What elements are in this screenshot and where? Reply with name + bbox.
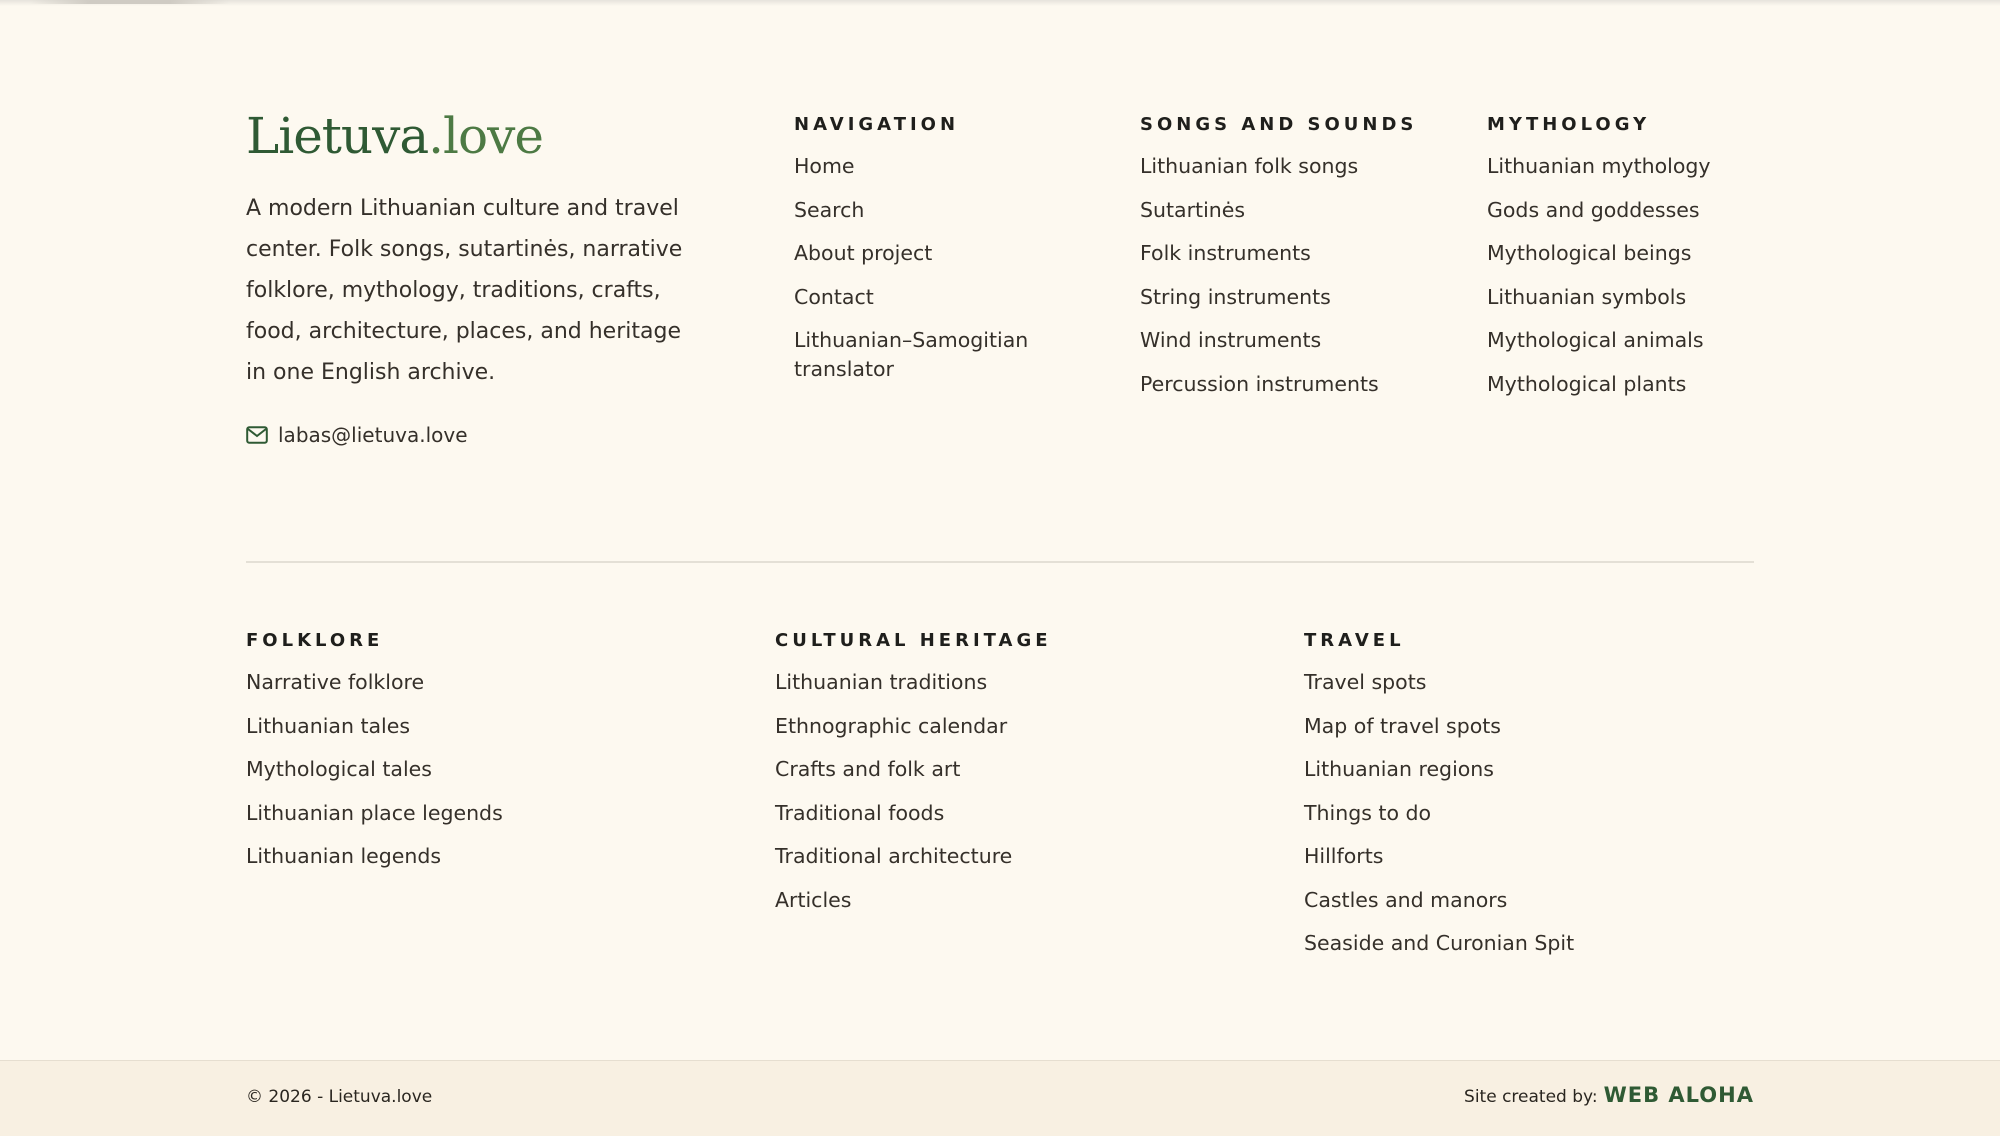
travel-link[interactable]: Map of travel spots — [1304, 713, 1501, 738]
songs-column — [1140, 114, 1417, 413]
nav-link-home[interactable]: Home — [794, 154, 855, 178]
heritage-link[interactable]: Traditional foods — [775, 800, 945, 825]
nav-link-contact[interactable]: Contact — [794, 284, 874, 309]
travel-column — [1304, 630, 1574, 973]
heritage-link[interactable]: Crafts and folk art — [775, 757, 961, 781]
credit-label: Site created by: — [1464, 1087, 1598, 1107]
mythology-link[interactable]: Lithuanian symbols — [1487, 284, 1687, 309]
heritage-link[interactable]: Ethnographic calendar — [775, 713, 1008, 738]
travel-link[interactable]: Things to do — [1304, 800, 1432, 825]
header-shadow-accent — [30, 0, 230, 4]
header-shadow — [0, 0, 2000, 6]
mythology-column-title: MYTHOLOGY — [1487, 114, 1651, 135]
mythology-link[interactable]: Gods and goddesses — [1487, 197, 1700, 222]
nav-link-about[interactable]: About project — [794, 241, 933, 265]
heritage-link[interactable]: Traditional architecture — [775, 844, 1013, 868]
folklore-link[interactable]: Mythological tales — [246, 757, 432, 781]
travel-link[interactable]: Hillforts — [1304, 844, 1384, 868]
mythology-link[interactable]: Lithuanian mythology — [1487, 154, 1711, 178]
nav-column-title: NAVIGATION — [794, 114, 960, 135]
songs-column-title: SONGS AND SOUNDS — [1140, 114, 1418, 135]
site-logo[interactable] — [246, 104, 686, 168]
email-text: labas@lietuva.love — [278, 423, 468, 447]
mythology-link[interactable]: Mythological beings — [1487, 241, 1692, 265]
travel-link[interactable]: Castles and manors — [1304, 887, 1508, 912]
folklore-column-title: FOLKLORE — [246, 630, 384, 651]
section-divider — [246, 561, 1754, 563]
mail-icon — [246, 426, 268, 444]
folklore-link[interactable]: Lithuanian tales — [246, 713, 411, 738]
heritage-link[interactable]: Articles — [775, 887, 852, 912]
logo-text: Lietuva — [246, 107, 429, 165]
travel-link[interactable]: Travel spots — [1304, 670, 1427, 694]
heritage-link[interactable]: Lithuanian traditions — [775, 670, 988, 694]
credit-link[interactable]: WEB ALOHA — [1603, 1083, 1754, 1107]
folklore-link[interactable]: Narrative folklore — [246, 670, 425, 694]
nav-column — [794, 114, 1044, 399]
folklore-link[interactable]: Lithuanian place legends — [246, 800, 503, 825]
travel-link[interactable]: Lithuanian regions — [1304, 757, 1494, 781]
songs-link[interactable]: String instruments — [1140, 284, 1331, 309]
songs-link[interactable]: Folk instruments — [1140, 241, 1311, 265]
mythology-column — [1487, 114, 1711, 413]
songs-link[interactable]: Sutartinės — [1140, 197, 1246, 222]
songs-link[interactable]: Lithuanian folk songs — [1140, 154, 1359, 178]
folklore-link[interactable]: Lithuanian legends — [246, 844, 442, 868]
heritage-column-title: CULTURAL HERITAGE — [775, 630, 1052, 651]
email-link[interactable] — [246, 423, 686, 447]
travel-column-title: TRAVEL — [1304, 630, 1405, 651]
footer-bottom-bar — [0, 1060, 2000, 1136]
songs-link[interactable]: Wind instruments — [1140, 328, 1322, 352]
mythology-link[interactable]: Mythological plants — [1487, 371, 1687, 396]
copyright-text: © 2026 - Lietuva.love — [246, 1087, 433, 1107]
nav-link-translator[interactable] — [794, 326, 1044, 384]
heritage-column — [775, 630, 1052, 929]
translator-line-1: Lithuanian–Samogitian — [794, 328, 1029, 352]
travel-link[interactable]: Seaside and Curonian Spit — [1304, 931, 1575, 955]
songs-link[interactable]: Percussion instruments — [1140, 371, 1379, 396]
brand-block — [246, 104, 686, 447]
mythology-link[interactable]: Mythological animals — [1487, 328, 1704, 352]
folklore-column — [246, 630, 503, 886]
nav-link-search[interactable]: Search — [794, 197, 865, 222]
site-tagline: A modern Lithuanian culture and travel center. Folk songs, sutartinės, narrative folklore, mythology, traditions, crafts, food, architecture, places, and heritage in one English archive. — [246, 196, 683, 385]
logo-suffix: .love — [428, 107, 543, 165]
site-credit — [1464, 1083, 1754, 1107]
translator-line-2: translator — [794, 357, 894, 381]
